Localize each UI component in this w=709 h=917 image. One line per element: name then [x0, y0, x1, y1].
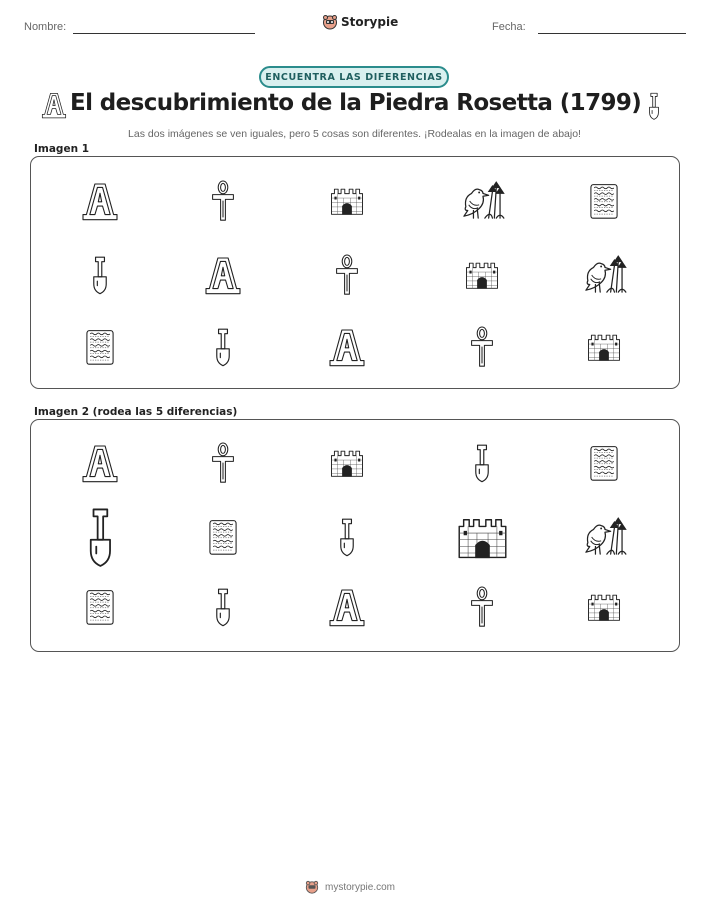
rosetta-stone-icon: [590, 183, 618, 219]
letter-a-icon: [206, 252, 240, 298]
castle-icon: [587, 332, 621, 362]
ibis-papyrus-icon[interactable]: [582, 518, 626, 556]
ankh-icon[interactable]: [211, 439, 235, 487]
castle-icon[interactable]: [587, 592, 621, 622]
ankh-icon: [211, 177, 235, 225]
storypie-mascot-icon: [305, 880, 319, 894]
shovel-icon[interactable]: [88, 506, 113, 568]
castle-icon[interactable]: [457, 515, 508, 560]
ankh-icon: [335, 251, 359, 299]
ibis-papyrus-icon: [460, 182, 504, 220]
letter-a-icon[interactable]: [330, 584, 364, 630]
letter-a-icon: [40, 91, 68, 119]
rosetta-stone-icon[interactable]: [590, 445, 618, 481]
shovel-icon[interactable]: [474, 443, 490, 483]
shovel-icon[interactable]: [339, 517, 355, 557]
instructions: Las dos imágenes se ven iguales, pero 5 cosas son diferentes. ¡Rodealas en la imagen de abajo!: [128, 128, 581, 140]
rosetta-stone-icon[interactable]: [209, 519, 237, 555]
letter-a-icon: [83, 178, 117, 224]
rosetta-stone-icon: [86, 329, 114, 365]
castle-icon: [330, 186, 364, 216]
name-label: Nombre:: [24, 21, 67, 33]
castle-icon: [465, 260, 499, 290]
shovel-icon: [92, 255, 108, 295]
shovel-icon: [215, 327, 231, 367]
date-line[interactable]: [538, 33, 686, 34]
letter-a-icon: [330, 324, 364, 370]
rosetta-stone-icon[interactable]: [86, 589, 114, 625]
date-label: Fecha:: [492, 21, 526, 33]
name-line[interactable]: [73, 33, 255, 34]
brand-name: Storypie: [341, 15, 399, 29]
castle-icon[interactable]: [330, 448, 364, 478]
panel-2-label: Imagen 2 (rodea las 5 diferencias): [34, 406, 238, 418]
footer-url: mystorypie.com: [325, 881, 396, 893]
ibis-papyrus-icon: [582, 256, 626, 294]
panel-1-label: Imagen 1: [34, 143, 90, 155]
activity-badge: ENCUENTRA LAS DIFERENCIAS: [259, 66, 449, 88]
storypie-logo: [322, 14, 398, 30]
page-title: El descubrimiento de la Piedra Rosetta (1799): [70, 90, 642, 116]
storypie-mascot-icon: [322, 14, 338, 30]
footer: [305, 880, 395, 894]
shovel-icon: [646, 92, 662, 120]
ankh-icon[interactable]: [470, 583, 494, 631]
shovel-icon[interactable]: [215, 587, 231, 627]
ankh-icon: [470, 323, 494, 371]
letter-a-icon[interactable]: [83, 440, 117, 486]
